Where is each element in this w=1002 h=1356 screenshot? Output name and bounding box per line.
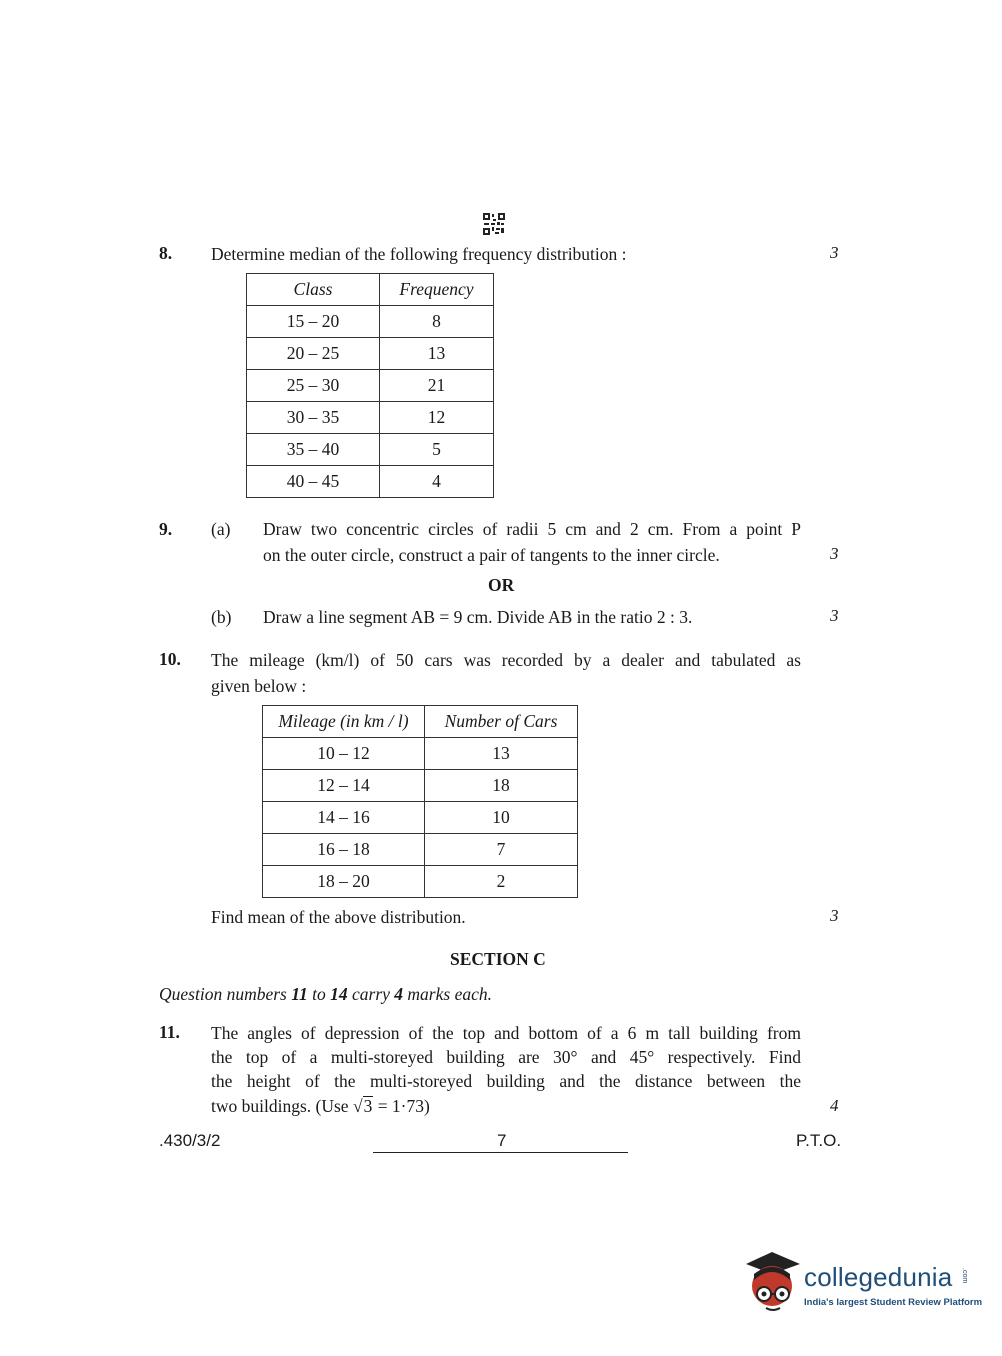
mascot-icon [742, 1250, 802, 1318]
table-cell: 15 – 20 [247, 306, 380, 338]
q11-line4-pre: two buildings. (Use [211, 1096, 353, 1116]
section-note-n2: 14 [330, 984, 348, 1004]
table-row [247, 466, 494, 498]
collegedunia-logo [742, 1250, 983, 1320]
table-cell: 5 [380, 434, 494, 466]
q10-line2: given below : [211, 676, 307, 696]
q8-number: 8. [159, 243, 173, 263]
q10-after-text: Find mean of the above distribution. [211, 907, 466, 927]
q10-line1: The mileage (km/l) of 50 cars was recorded by a dealer and tabulated as [211, 650, 801, 670]
brand-name: collegedunia [804, 1262, 953, 1292]
table-cell: 10 [425, 802, 578, 834]
table-cell: 21 [380, 370, 494, 402]
table-row [263, 802, 578, 834]
q9-b-marks: 3 [830, 606, 839, 625]
table-header-cars: Number of Cars [425, 706, 578, 738]
table-header-frequency: Frequency [380, 274, 494, 306]
table-cell: 20 – 25 [247, 338, 380, 370]
q9-or-label: OR [488, 575, 515, 595]
section-note-mid2: carry [347, 984, 395, 1004]
table-row [247, 402, 494, 434]
table-row [247, 434, 494, 466]
q11-line3: the height of the multi-storeyed building and the distance between the [211, 1071, 801, 1091]
table-header-class: Class [247, 274, 380, 306]
table-row [247, 370, 494, 402]
page-number: 7 [497, 1131, 507, 1150]
section-note-n3: 4 [394, 984, 404, 1004]
table-cell: 12 [380, 402, 494, 434]
table-row [263, 738, 578, 770]
q9-number: 9. [159, 519, 173, 539]
qr-code-icon [483, 213, 505, 235]
footer-rule [373, 1152, 628, 1153]
table-cell: 2 [425, 866, 578, 898]
table-cell: 14 – 16 [263, 802, 425, 834]
table-cell: 8 [380, 306, 494, 338]
table-header-mileage: Mileage (in km / l) [263, 706, 425, 738]
table-cell: 13 [425, 738, 578, 770]
q11-marks: 4 [830, 1096, 839, 1115]
q10-number: 10. [159, 649, 181, 669]
table-row [263, 866, 578, 898]
q11-line4-post: = 1·73) [373, 1096, 430, 1116]
q8-marks: 3 [830, 243, 839, 262]
sqrt-icon: √ [352, 1096, 363, 1116]
section-note-n1: 11 [291, 984, 308, 1004]
table-cell: 35 – 40 [247, 434, 380, 466]
table-cell: 16 – 18 [263, 834, 425, 866]
table-cell: 25 – 30 [247, 370, 380, 402]
q11-number: 11. [159, 1022, 180, 1042]
q11-line4 [211, 1093, 430, 1119]
q10-marks: 3 [830, 906, 839, 925]
table-header-row [247, 274, 494, 306]
q11-line1: The angles of depression of the top and bottom of a 6 m tall building from [211, 1023, 801, 1043]
q8-frequency-table [246, 273, 494, 498]
section-note [159, 981, 492, 1007]
table-cell: 13 [380, 338, 494, 370]
table-row [247, 338, 494, 370]
table-cell: 30 – 35 [247, 402, 380, 434]
q9-a-label: (a) [211, 519, 231, 539]
section-title: SECTION C [450, 949, 546, 969]
table-header-row [263, 706, 578, 738]
q9-a-marks: 3 [830, 544, 839, 563]
q8-text: Determine median of the following frequency distribution : [211, 244, 627, 264]
table-cell: 10 – 12 [263, 738, 425, 770]
q11-line2: the top of a multi-storeyed building are 30° and 45° respectively. Find [211, 1047, 801, 1067]
q9-a-line2: on the outer circle, construct a pair of tangents to the inner circle. [263, 545, 720, 565]
section-note-post: marks each. [403, 984, 492, 1004]
table-cell: 40 – 45 [247, 466, 380, 498]
table-row [263, 834, 578, 866]
q9-a-line1: Draw two concentric circles of radii 5 cm and 2 cm. From a point P [263, 519, 801, 539]
table-cell: 18 – 20 [263, 866, 425, 898]
table-row [247, 306, 494, 338]
table-cell: 4 [380, 466, 494, 498]
table-cell: 7 [425, 834, 578, 866]
q9-b-label: (b) [211, 607, 232, 627]
q9-b-text: Draw a line segment AB = 9 cm. Divide AB in the ratio 2 : 3. [263, 607, 693, 627]
brand-tagline: India's largest Student Review Platform [804, 1297, 983, 1308]
table-cell: 12 – 14 [263, 770, 425, 802]
section-note-mid: to [307, 984, 331, 1004]
table-cell: 18 [425, 770, 578, 802]
paper-code: .430/3/2 [159, 1131, 221, 1150]
table-row [263, 770, 578, 802]
pto-label: P.T.O. [796, 1131, 842, 1150]
q10-mileage-table [262, 705, 578, 898]
section-note-pre: Question numbers [159, 984, 292, 1004]
q11-sqrt-value: 3 [363, 1096, 373, 1116]
brand-dotcom: .com [961, 1268, 968, 1284]
